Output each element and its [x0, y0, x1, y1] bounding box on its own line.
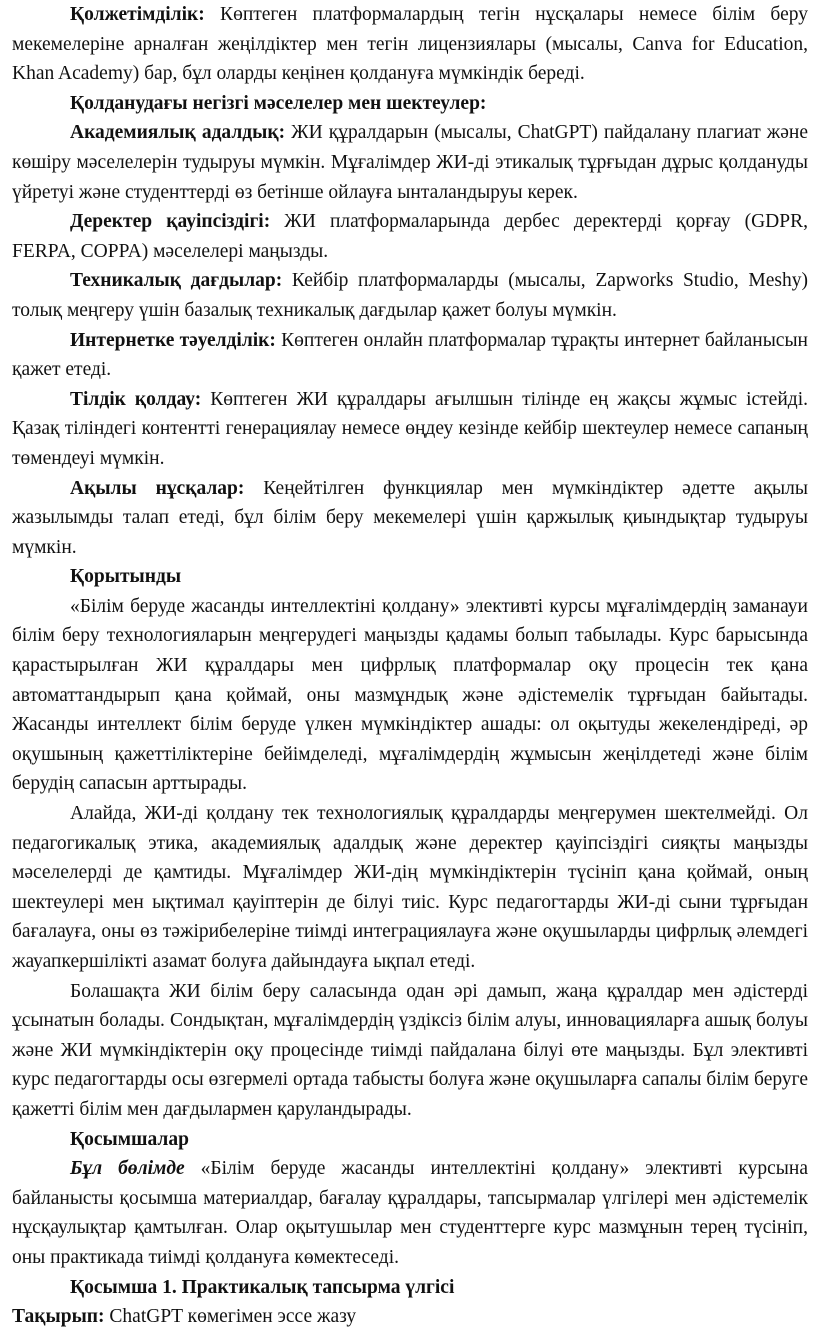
paragraph-text: Көптеген платформалардың тегін нұсқалары немесе білім беру мекемелеріне арналған жеңілдіктер мен тегін лицензиялары (мысалы, Canva for Education, Khan Academy) бар, бұл оларды кеңінен қолдануға мүмкіндік береді. — [12, 4, 808, 85]
paragraph-label: Деректер қауіпсіздігі: — [70, 211, 271, 233]
paragraph-label: Тілдік қолдау: — [70, 388, 202, 410]
paragraph-label: Тақырып: — [12, 1306, 105, 1328]
section-heading-conclusion: Қорытынды — [70, 566, 182, 588]
paragraph-text: Көптеген онлайн платформалар тұрақты интернет байланысын қажет етеді. — [12, 329, 808, 381]
document-page — [12, 0, 808, 1332]
paragraph-topic — [12, 1302, 808, 1332]
paragraph-label: Ақылы нұсқалар: — [70, 477, 245, 499]
paragraph-conclusion-2: Алайда, ЖИ-ді қолдану тек технологиялық құралдарды меңгерумен шектелмейді. Ол педагогикалық этика, академиялық адалдық және деректер қауіпсіздігі сияқты маңызды мәселелерді де қамтиды. Мұғалімдер ЖИ-дің мүмкіндіктерін түсініп қана қоймай, оның шектеулері мен ықтимал қауіптерін де білуі тиіс. Курс педагогтарды ЖИ-ді сыни тұрғыдан бағалауға, оны өз тәжірибелеріне тиімді интеграциялауға және оқушыларды цифрлық әлемдегі жауапкершілікті азамат болуға дайындауға ықпал етеді. — [12, 803, 808, 972]
paragraph-label: Бұл бөлімде — [70, 1158, 185, 1180]
paragraph-label: Интернетке тәуелділік: — [70, 329, 276, 351]
paragraph-text: Кейбір платформаларды (мысалы, Zapworks Studio, Meshy) толық меңгеру үшін базалық техникалық дағдылар қажет болуы мүмкін. — [12, 270, 808, 321]
paragraph-accessibility — [12, 0, 808, 89]
paragraph-conclusion-1: «Білім беруде жасанды интеллектіні қолдану» элективті курсы мұғалімдердің заманауи білім беру технологияларын меңгерудегі маңызды қадамы болып табылады. Курс барысында қарастырылған ЖИ құралдары мен цифрлық платформалар оқу процесін тек қана автоматтандырып қана қоймай, оны мазмұндық және әдістемелік тұрғыдан байытады. Жасанды интеллект білім беруде үлкен мүмкіндіктер ашады: ол оқытуды жекелендіреді, әр оқушының қажеттіліктеріне бейімделеді, мұғалімдердің жұмысын жеңілдетеді және білім берудің сапасын арттырады. — [12, 595, 808, 795]
paragraph-text: ЖИ платформаларында дербес деректерді қорғау (GDPR, FERPA, COPPA) мәселелері маңызды. — [12, 211, 808, 262]
paragraph-text: Кеңейтілген функциялар мен мүмкіндіктер әдетте ақылы жазылымды талап етеді, бұл білім беру мекемелері үшін қаржылық қиындықтар тудыруы мүмкін. — [12, 477, 808, 558]
paragraph-paid-versions — [12, 474, 808, 563]
paragraph-language-support — [12, 385, 808, 474]
paragraph-appendix-intro — [12, 1154, 808, 1272]
section-heading-issues: Қолданудағы негізгі мәселелер мен шектеулер: — [70, 92, 487, 114]
paragraph-internet-dependence — [12, 326, 808, 385]
paragraph-text: ЖИ құралдарын (мысалы, ChatGPT) пайдалану плагиат және көшіру мәселелерін тудыруы мүмкін. Мұғалімдер ЖИ-ді этикалық тұрғыдан дұрыс қолдануды үйретуі және студенттерді өз бетінше ойлауға ынталандыруы керек. — [12, 122, 808, 203]
paragraph-label: Қолжетімділік: — [70, 4, 205, 25]
paragraph-text: Көптеген ЖИ құралдары ағылшын тілінде ең жақсы жұмыс істейді. Қазақ тіліндегі контентті генерациялау немесе өңдеу кезінде кейбір шектеулер немесе сапаның төмендеуі мүмкін. — [12, 388, 808, 469]
paragraph-label: Академиялық адалдық: — [70, 122, 286, 144]
paragraph-conclusion-3: Болашақта ЖИ білім беру саласында одан әрі дамып, жаңа құралдар мен әдістерді ұсынатын болады. Сондықтан, мұғалімдердің үздіксіз білім алуы, инновацияларға ашық болуы және ЖИ мүмкіндіктерін оқу процесінде тиімді пайдалана білуі өте маңызды. Бұл элективті курс педагогтарды осы өзгермелі ортада табысты болуға және оқушыларға сапалы білім беруге қажетті білім мен дағдылармен қаруландырады. — [12, 980, 808, 1120]
section-heading-appendix: Қосымшалар — [70, 1128, 189, 1150]
section-heading-appendix-1: Қосымша 1. Практикалық тапсырма үлгісі — [70, 1276, 455, 1298]
paragraph-text: «Білім беруде жасанды интеллектіні қолдану» элективті курсына байланысты қосымша материалдар, бағалау құралдары, тапсырмалар үлгілері мен әдістемелік нұсқаулықтар қамтылған. Олар оқытушылар мен студенттерге курс мазмұнын терең түсініп, оны практикада тиімді қолдануға көмектеседі. — [12, 1158, 808, 1268]
paragraph-academic-integrity — [12, 118, 808, 207]
paragraph-text: ChatGPT көмегімен эссе жазу — [104, 1306, 357, 1328]
paragraph-technical-skills — [12, 266, 808, 325]
paragraph-data-security — [12, 207, 808, 266]
paragraph-label: Техникалық дағдылар: — [70, 270, 283, 292]
